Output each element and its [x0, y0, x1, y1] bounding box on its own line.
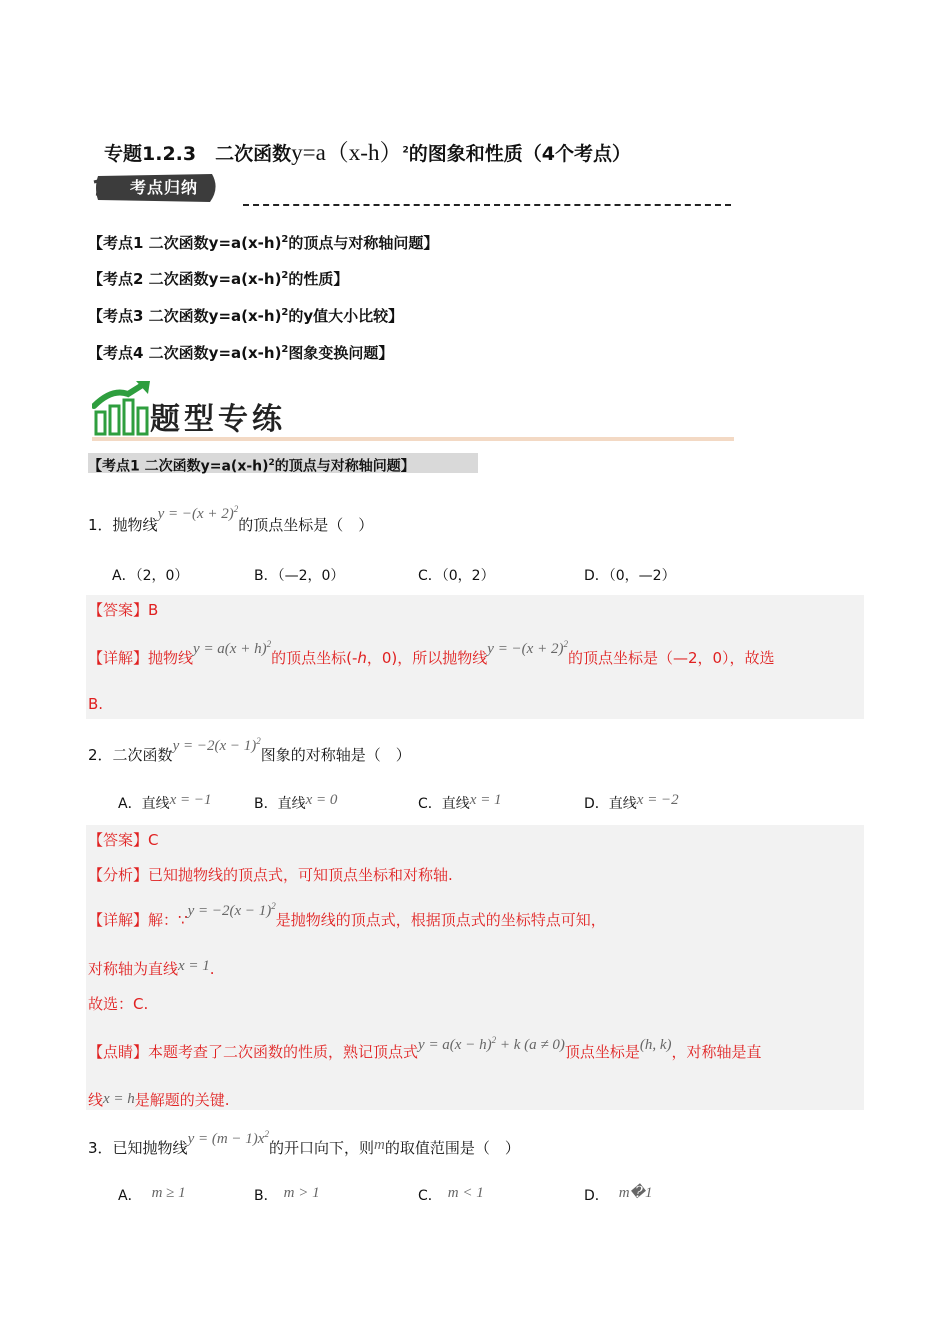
q3-option-c[interactable]: C． m < 1: [418, 1185, 484, 1204]
section-kaodian-1: [88, 453, 478, 473]
section-label-tail: 的顶点与对称轴问题】: [274, 458, 415, 475]
q2-detail: 【详解】解：∵y = $-2(x - 1)^2$是抛物线的顶点式，根据顶点式的坐标特点可知，: [88, 901, 606, 929]
q2-axis: 对称轴为直线x = 1.: [88, 958, 215, 978]
question-text: 的取值范围是（ ）: [384, 1139, 520, 1157]
question-text: 二次函数: [112, 746, 173, 764]
kaodian-item-tail: 的顶点与对称轴问题】: [288, 234, 439, 252]
q3-option-b[interactable]: B． m > 1: [254, 1185, 320, 1204]
page-title: [104, 134, 631, 167]
kaodian-item-label: 【考点1 二次函数y=a(x-h): [88, 234, 282, 252]
q3-option-a[interactable]: A． m ≥ 1: [118, 1185, 186, 1204]
kaodian-item-exp: 2: [281, 234, 289, 245]
kaodian-item-3: [88, 305, 403, 326]
q2-analysis: 【分析】已知抛物线的顶点式，可知顶点坐标和对称轴.: [88, 866, 453, 884]
q1-detail: 【详解】抛物线$y = a(x + h)^2$的顶点坐标(-h，0)，所以抛物线$y = -(x + 2)^2$的顶点坐标是（—2，0），故选: [88, 639, 775, 667]
kaodian-item-tail: 的性质】: [288, 270, 349, 288]
q2-answer: [88, 829, 159, 850]
q2-option-d[interactable]: D．直线x = −2: [584, 792, 679, 812]
title-prefix: 专题1.2.3 二次函数: [104, 143, 292, 165]
kaodian-badge: [92, 168, 220, 206]
q2-note-end: 线x = h是解题的关键.: [88, 1091, 230, 1109]
question-number: 1．: [88, 516, 113, 534]
growth-chart-icon: [92, 378, 154, 436]
q1-detail-end: B.: [88, 695, 104, 713]
q1-option-a[interactable]: A．（2，0）: [112, 568, 189, 584]
badge-label: 考点归纳: [130, 178, 199, 197]
question-number: 2．: [88, 746, 113, 764]
question-formula: $y = (m - 1)x^2$: [187, 1129, 269, 1147]
question-2-stem: [88, 736, 411, 765]
section-heading-underline: [92, 437, 734, 441]
kaodian-item-tail: 图象变换问题】: [288, 344, 394, 362]
question-3-stem: [88, 1129, 520, 1158]
q2-option-c[interactable]: C．直线x = 1: [418, 792, 502, 812]
question-text: 已知抛物线: [112, 1139, 188, 1157]
question-formula: $y = -(x + 2)^2$: [157, 504, 239, 522]
kaodian-item-1: [88, 232, 438, 253]
q3-option-d[interactable]: D． m�1: [584, 1185, 653, 1204]
kaodian-item-label: 【考点2 二次函数y=a(x-h): [88, 270, 282, 288]
q2-note: 【点睛】本题考查了二次函数的性质，熟记顶点式$y = a(x - h)^2 + k$ (a ≠ 0)顶点坐标是(h, k)，对称轴是直: [88, 1035, 762, 1061]
answer-label: 【答案】: [88, 831, 149, 849]
q2-option-a[interactable]: A．直线x = −1: [118, 792, 212, 812]
kaodian-item-2: [88, 268, 348, 289]
section-label-exp: 2: [268, 458, 275, 468]
answer-value: C: [148, 831, 159, 849]
q1-answer: [88, 599, 158, 620]
q2-choose: 故选：C.: [88, 995, 149, 1013]
q2-option-b[interactable]: B．直线x = 0: [254, 792, 338, 812]
q1-answer-box: [86, 595, 864, 719]
question-text: 图象的对称轴是（ ）: [260, 746, 411, 764]
q1-option-b[interactable]: B．（—2，0）: [254, 568, 345, 584]
answer-value: B: [148, 601, 159, 619]
title-formula: y=a（x-h）: [291, 140, 403, 165]
kaodian-item-exp: 2: [281, 307, 289, 318]
kaodian-item-exp: 2: [281, 344, 289, 355]
question-text: 抛物线: [112, 516, 158, 534]
kaodian-item-label: 【考点3 二次函数y=a(x-h): [88, 307, 282, 325]
kaodian-item-tail: 的y值大小比较】: [288, 307, 404, 325]
question-variable: m: [373, 1137, 385, 1153]
question-text: 的开口向下，则: [268, 1139, 374, 1157]
q1-option-c[interactable]: C．（0，2）: [418, 568, 495, 584]
title-formula-exponent: 2: [402, 145, 409, 156]
q2-answer-box: [86, 825, 864, 1110]
section-heading-title: 题型专练: [150, 402, 286, 437]
answer-label: 【答案】: [88, 601, 149, 619]
dashed-divider: [243, 204, 731, 206]
question-formula: $y = -2(x - 1)^2$: [172, 736, 261, 754]
title-suffix: 的图象和性质（4个考点）: [408, 143, 631, 165]
question-text: 的顶点坐标是（ ）: [238, 516, 374, 534]
question-number: 3．: [88, 1139, 113, 1157]
kaodian-item-4: [88, 342, 393, 363]
section-label: 【考点1 二次函数y=a(x-h): [88, 458, 269, 475]
kaodian-item-label: 【考点4 二次函数y=a(x-h): [88, 344, 282, 362]
q1-option-d[interactable]: D．（0，—2）: [584, 568, 676, 584]
question-1-stem: [88, 504, 374, 535]
kaodian-item-exp: 2: [281, 270, 289, 281]
